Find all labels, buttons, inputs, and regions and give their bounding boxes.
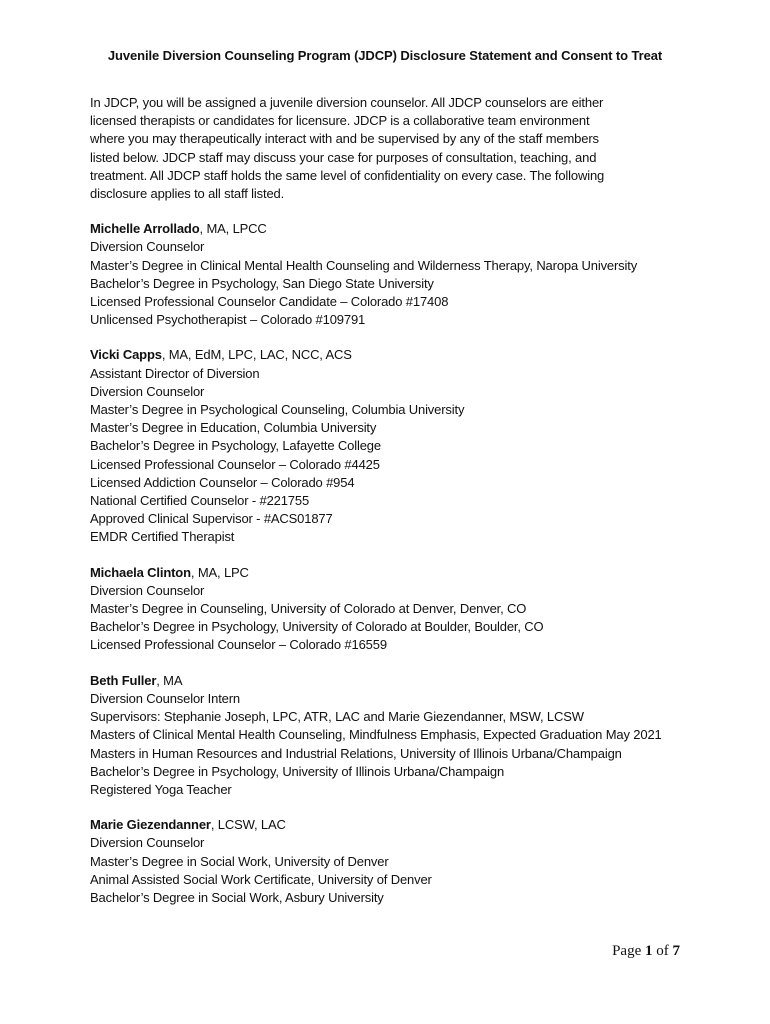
staff-entry: [90, 220, 690, 329]
staff-detail-line: Bachelor’s Degree in Psychology, Lafayette College: [90, 438, 381, 454]
staff-detail-line: Bachelor’s Degree in Social Work, Asbury University: [90, 889, 384, 905]
staff-detail-line: National Certified Counselor - #221755: [90, 493, 310, 509]
staff-name: Beth Fuller: [90, 672, 157, 688]
staff-detail-line: Licensed Professional Counselor – Colorado #4425: [90, 456, 380, 472]
staff-credentials: , MA, LPCC: [199, 221, 267, 237]
staff-name: Marie Giezendanner: [90, 817, 211, 833]
page-total: 7: [672, 943, 680, 959]
intro-line: where you may therapeutically interact with and be supervised by any of the staff members: [90, 131, 599, 147]
staff-detail-line: Diversion Counselor: [90, 239, 205, 255]
staff-detail-line: Diversion Counselor Intern: [90, 690, 241, 706]
page-number: [612, 942, 680, 960]
staff-detail-line: Licensed Professional Counselor Candidate – Colorado #17408: [90, 294, 449, 310]
staff-detail-line: Diversion Counselor: [90, 582, 205, 598]
staff-name: Michelle Arrollado: [90, 221, 200, 237]
document-title: Juvenile Diversion Counseling Program (JDCP) Disclosure Statement and Consent to Treat: [107, 48, 663, 63]
staff-detail-line: Masters of Clinical Mental Health Counseling, Mindfulness Emphasis, Expected Graduation May 2021: [90, 727, 662, 743]
staff-list: [90, 220, 690, 907]
intro-paragraph: [90, 94, 690, 203]
staff-detail-line: Master’s Degree in Education, Columbia University: [90, 420, 377, 436]
staff-detail-line: Master’s Degree in Clinical Mental Health Counseling and Wilderness Therapy, Naropa University: [90, 257, 638, 273]
page-of: of: [652, 943, 673, 959]
intro-line: listed below. JDCP staff may discuss your case for purposes of consultation, teaching, and: [90, 149, 597, 165]
staff-credentials: , LCSW, LAC: [210, 817, 286, 833]
staff-detail-line: Assistant Director of Diversion: [90, 365, 260, 381]
staff-detail-line: Diversion Counselor: [90, 383, 205, 399]
staff-detail-line: Registered Yoga Teacher: [90, 781, 232, 797]
staff-entry: [90, 564, 690, 655]
staff-detail-line: Diversion Counselor: [90, 835, 205, 851]
staff-heading: [90, 346, 690, 364]
staff-credentials: , MA: [156, 672, 183, 688]
staff-detail-line: Animal Assisted Social Work Certificate, University of Denver: [90, 871, 432, 887]
staff-entry: [90, 346, 690, 546]
staff-entry: [90, 816, 690, 907]
staff-detail-line: Bachelor’s Degree in Psychology, University of Illinois Urbana/Champaign: [90, 763, 505, 779]
document-body: [90, 94, 690, 924]
staff-name: Vicki Capps: [90, 347, 162, 363]
page-current: 1: [645, 943, 653, 959]
staff-name: Michaela Clinton: [90, 564, 191, 580]
staff-detail-line: Masters in Human Resources and Industrial Relations, University of Illinois Urbana/Champaign: [90, 745, 622, 761]
staff-credentials: , MA, LPC: [190, 564, 249, 580]
staff-heading: [90, 220, 690, 238]
staff-credentials: , MA, EdM, LPC, LAC, NCC, ACS: [161, 347, 352, 363]
staff-heading: [90, 672, 690, 690]
staff-detail-line: Approved Clinical Supervisor - #ACS01877: [90, 511, 333, 527]
staff-detail-line: Unlicensed Psychotherapist – Colorado #109791: [90, 312, 366, 328]
intro-line: In JDCP, you will be assigned a juvenile diversion counselor. All JDCP counselors are either: [90, 95, 604, 110]
staff-detail-line: Master’s Degree in Counseling, University of Colorado at Denver, Denver, CO: [90, 601, 527, 617]
intro-line: disclosure applies to all staff listed.: [90, 186, 285, 202]
staff-detail-line: EMDR Certified Therapist: [90, 529, 235, 545]
staff-detail-line: Bachelor’s Degree in Psychology, University of Colorado at Boulder, Boulder, CO: [90, 619, 544, 635]
staff-detail-line: Master’s Degree in Psychological Counseling, Columbia University: [90, 402, 465, 418]
staff-detail-line: Bachelor’s Degree in Psychology, San Diego State University: [90, 275, 434, 291]
staff-entry: [90, 672, 690, 799]
staff-heading: [90, 564, 690, 582]
staff-detail-line: Master’s Degree in Social Work, University of Denver: [90, 853, 389, 869]
intro-line: licensed therapists or candidates for licensure. JDCP is a collaborative team environment: [90, 113, 590, 129]
page-label: Page: [612, 943, 645, 959]
staff-detail-line: Supervisors: Stephanie Joseph, LPC, ATR, LAC and Marie Giezendanner, MSW, LCSW: [90, 709, 584, 725]
staff-detail-line: Licensed Addiction Counselor – Colorado #954: [90, 474, 355, 490]
intro-line: treatment. All JDCP staff holds the same level of confidentiality on every case. The following: [90, 167, 605, 183]
staff-detail-line: Licensed Professional Counselor – Colorado #16559: [90, 637, 387, 653]
staff-heading: [90, 816, 690, 834]
